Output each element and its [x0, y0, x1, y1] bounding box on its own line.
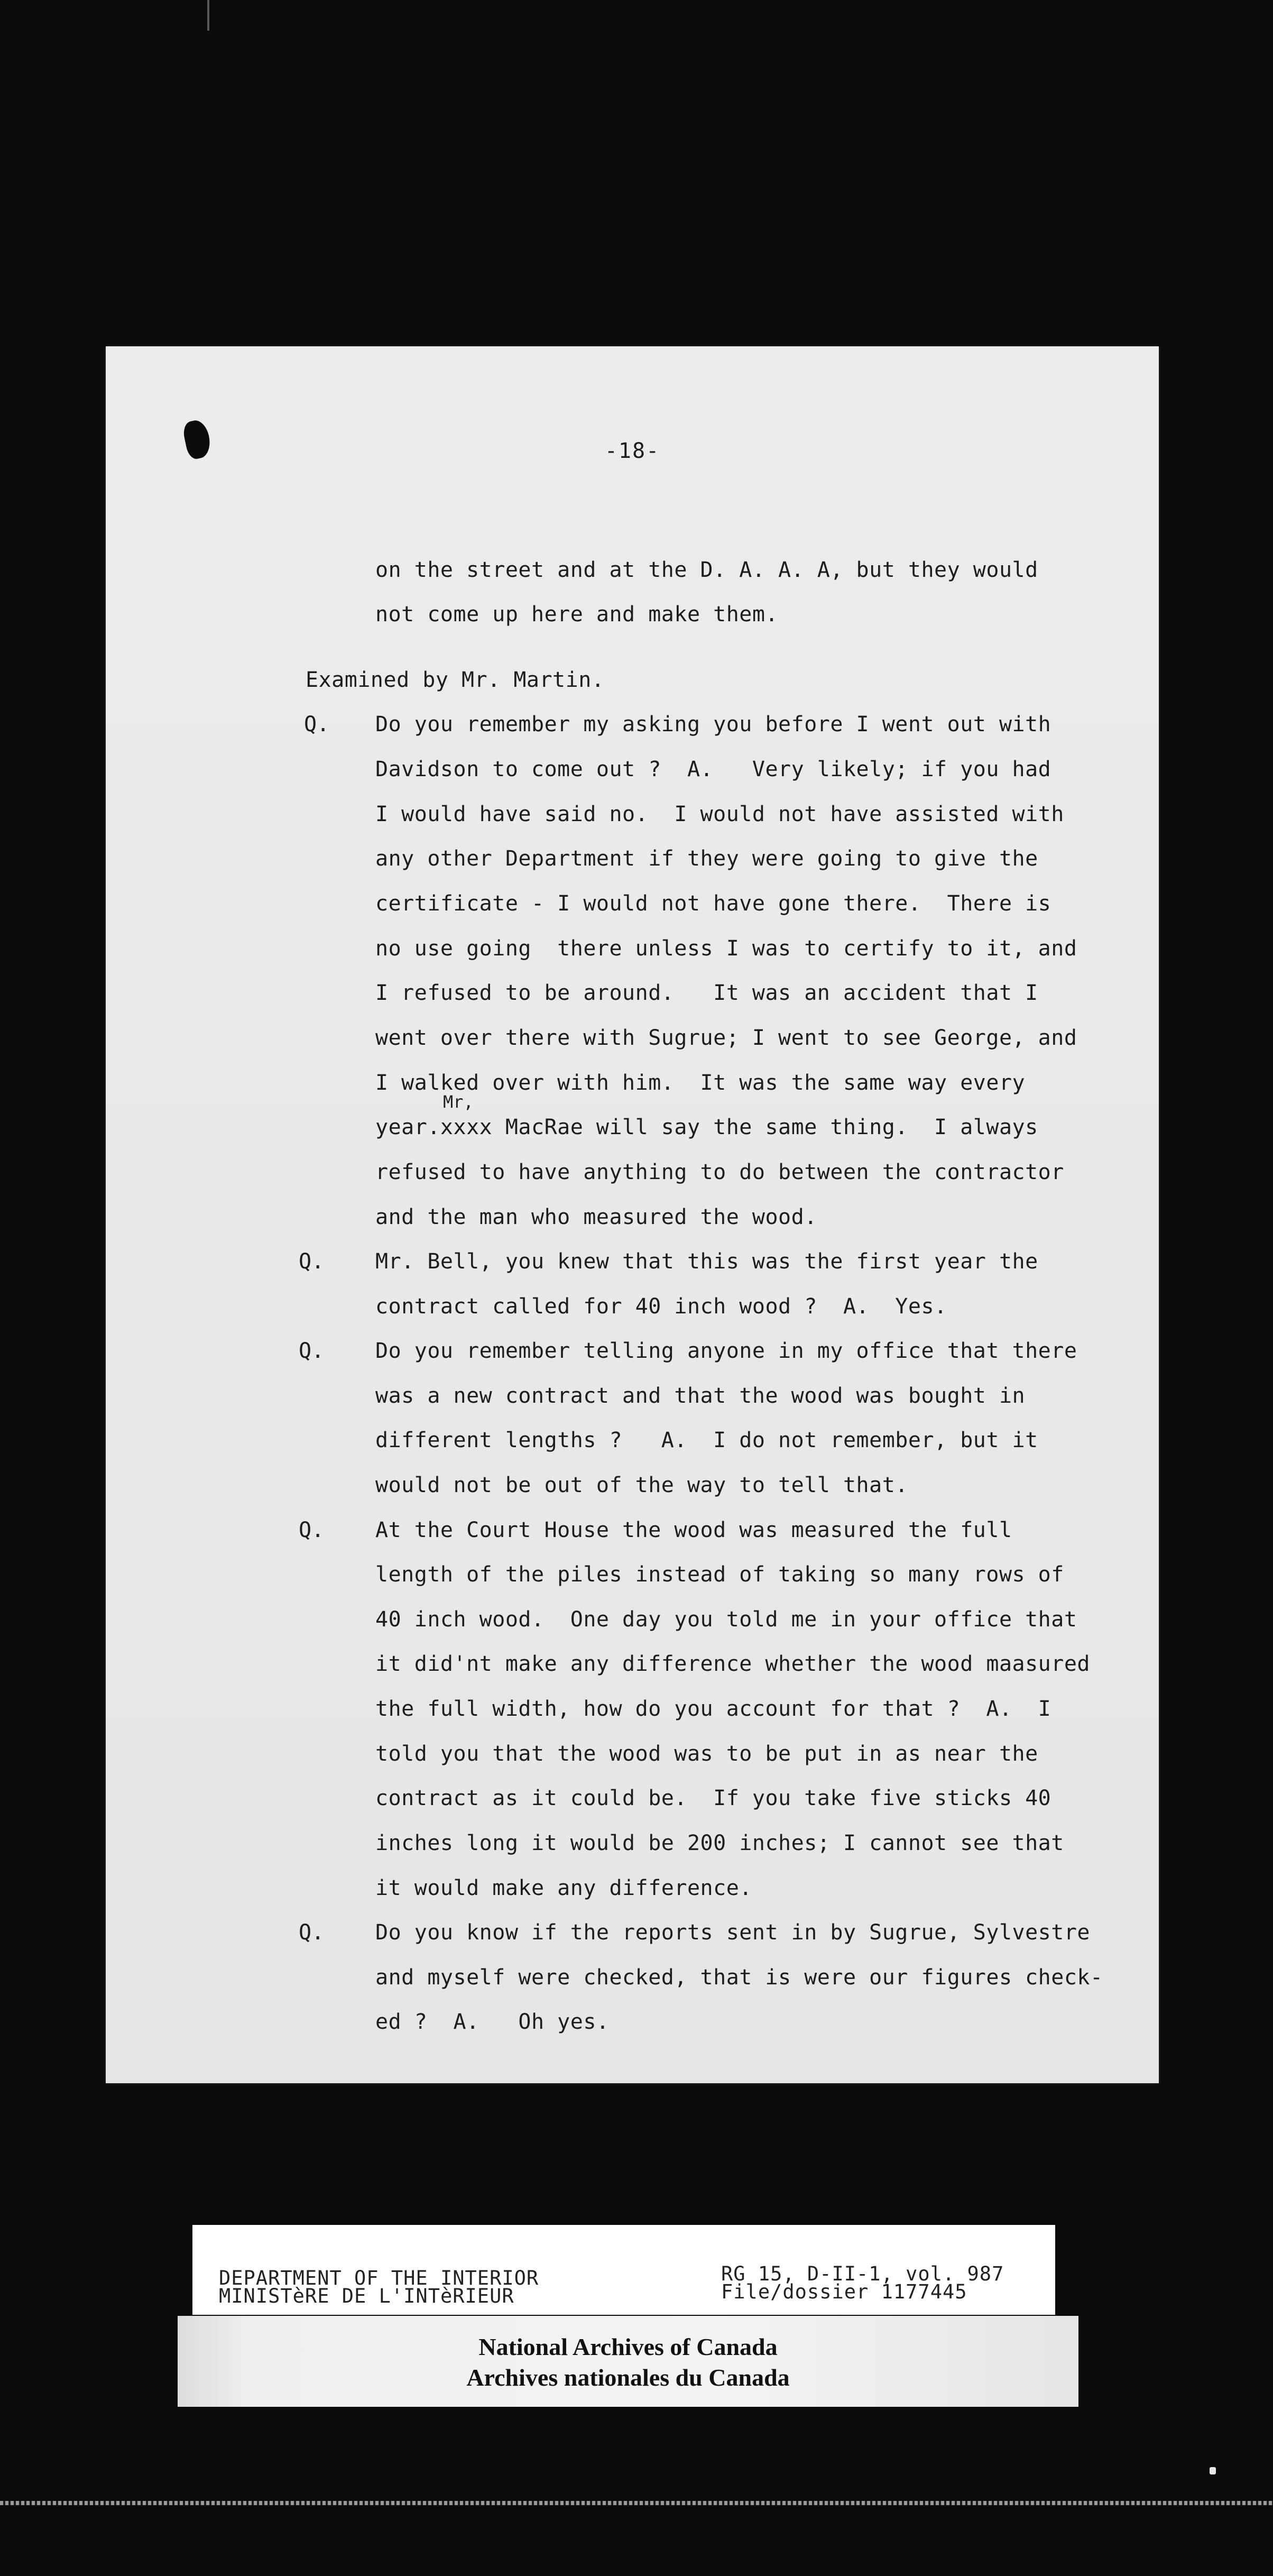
film-edge-strip [0, 2501, 1273, 2505]
text-line: was a new contract and that the wood was bought in [375, 1384, 1026, 1408]
text-line: and myself were checked, that is were our figures check- [375, 1965, 1103, 1990]
department-name [219, 2269, 539, 2305]
text-line: Do you know if the reports sent in by Sugrue, Sylvestre [375, 1920, 1091, 1945]
text-line: I would have said no. I would not have assisted with [375, 802, 1064, 826]
text-line: Do you remember telling anyone in my office that there [375, 1339, 1077, 1363]
text-line: refused to have anything to do between the contractor [375, 1160, 1064, 1184]
text-line: went over there with Sugrue; I went to see George, and [375, 1026, 1077, 1050]
text-line: on the street and at the D. A. A. A, but they would [375, 558, 1038, 582]
archive-reference-label [192, 2225, 1055, 2315]
page-number: -18- [604, 439, 660, 463]
text-line: Mr. Bell, you knew that this was the first year the [375, 1249, 1038, 1274]
department-name-en: DEPARTMENT OF THE INTERIOR [219, 2267, 539, 2289]
section-heading: Examined by Mr. Martin. [306, 668, 605, 692]
text-line: I walked over with him. It was the same way every [375, 1071, 1026, 1095]
text-line: not come up here and make them. [375, 602, 779, 627]
text-line: it would make any difference. [375, 1876, 752, 1900]
archives-name-fr: Archives nationales du Canada [466, 2364, 790, 2391]
text-line: inches long it would be 200 inches; I cannot see that [375, 1831, 1064, 1855]
text-line: Do you remember my asking you before I went out with [375, 712, 1051, 737]
question-marker: Q. [304, 712, 330, 737]
text-line: Davidson to come out ? A. Very likely; if you had [375, 757, 1051, 781]
question-marker: Q. [299, 1339, 325, 1363]
text-line: ed ? A. Oh yes. [375, 2010, 610, 2034]
text-line: different lengths ? A. I do not remember, but it [375, 1428, 1038, 1452]
text-line: year.xxxx MacRae will say the same thing. I always [375, 1115, 1038, 1139]
file-reference [721, 2262, 1004, 2303]
question-marker: Q. [299, 1518, 325, 1542]
text-line: contract called for 40 inch wood ? A. Yes. [375, 1294, 947, 1319]
text-line: it did'nt make any difference whether the wood maasured [375, 1652, 1091, 1676]
record-group: RG 15, D-II-1, vol. 987 [721, 2262, 1004, 2285]
text-line: At the Court House the wood was measured the full [375, 1518, 1012, 1542]
scan-edge-mark [207, 0, 209, 31]
text-line: no use going there unless I was to certify to it, and [375, 936, 1077, 961]
film-mark [1210, 2467, 1216, 2474]
department-name-fr: MINISTèRE DE L'INTèRIEUR [219, 2285, 514, 2307]
question-marker: Q. [299, 1920, 325, 1945]
text-line: and the man who measured the wood. [375, 1205, 817, 1229]
text-line: the full width, how do you account for that ? A. I [375, 1697, 1051, 1721]
text-line: I refused to be around. It was an accident that I [375, 981, 1038, 1005]
document-page [106, 346, 1159, 2083]
text-line: would not be out of the way to tell that. [375, 1473, 908, 1497]
text-line: length of the piles instead of taking so many rows of [375, 1562, 1064, 1587]
question-marker: Q. [299, 1249, 325, 1274]
text-line: certificate - I would not have gone there. There is [375, 891, 1051, 916]
file-number: File/dossier 1177445 [721, 2280, 967, 2303]
text-line: told you that the wood was to be put in as near the [375, 1742, 1038, 1766]
archives-stamp [178, 2316, 1078, 2407]
text-line: any other Department if they were going to give the [375, 847, 1038, 871]
text-line: 40 inch wood. One day you told me in your office that [375, 1607, 1077, 1632]
handwritten-insert: Mr, [443, 1092, 474, 1112]
text-line: contract as it could be. If you take five sticks 40 [375, 1786, 1051, 1810]
archives-name-en: National Archives of Canada [478, 2333, 778, 2360]
